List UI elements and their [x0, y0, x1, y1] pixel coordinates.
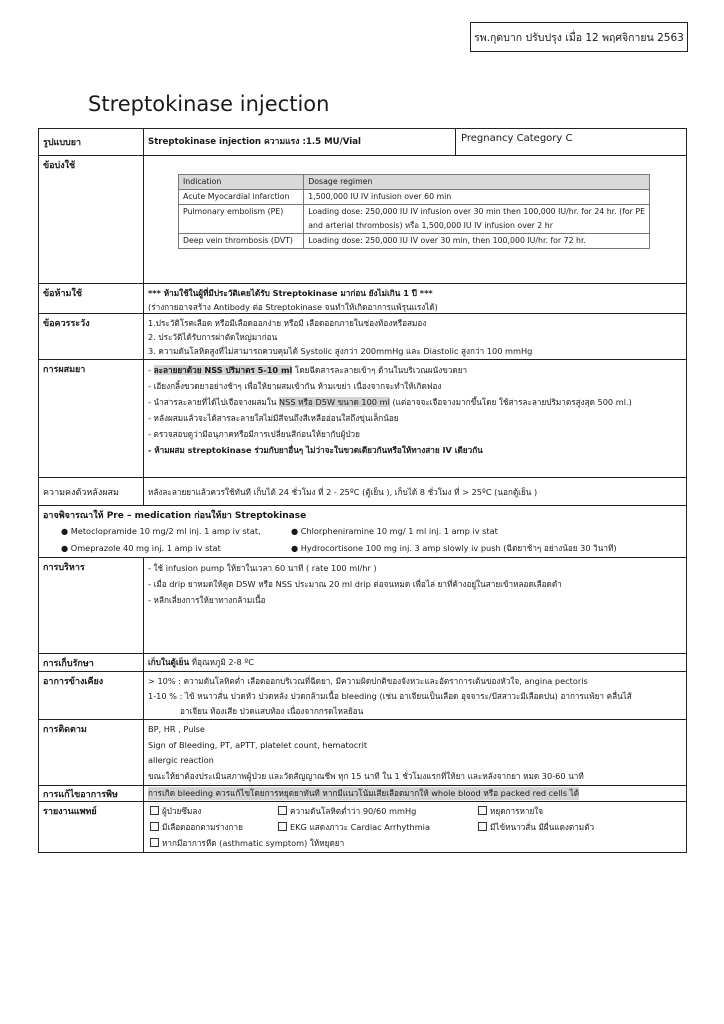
- list-item: ● Chlorpheniramine 10 mg/ 1 ml inj. 1 amp iv stat: [291, 526, 498, 536]
- dosage-header: Dosage regimen: [304, 175, 650, 190]
- row-contraindication: ข้อห้ามใช้ *** ห้ามใช้ในผู้ที่มีประวัติเคยได้รับ Streptokinase มาก่อน ยังไม่เกิน 1 ปี *** (ร่างกายอาจสร้าง Antibody ต่อ Streptokinase จนทำให้เกิดอาการแพ้รุนแรงได้): [39, 283, 686, 313]
- table-row: Deep vein thrombosis (DVT) Loading dose: 250,000 IU IV over 30 min, then 100,000 IU/hr. for 72 hr.: [179, 234, 650, 249]
- stability-value: หลังละลายยาแล้วควรใช้ทันที เก็บได้ 24 ชั่วโมง ที่ 2 - 25ºC (ตู้เย็น ), เก็บได้ 8 ชั่วโมง ที่ > 25ºC (นอกตู้เย็น ): [148, 487, 538, 497]
- checkbox-icon: [278, 806, 287, 815]
- row-dosage-form: [39, 129, 686, 155]
- pregnancy-category: Pregnancy Category C: [461, 133, 573, 144]
- row-premedication: [39, 505, 686, 557]
- row-monitoring: การติดตาม BP, HR , Pulse Sign of Bleeding, PT, aPTT, platelet count, hematocrit allergic reaction ขณะให้ยาต้องประเมินสภาพผู้ป่วย และวัดสัญญาณชีพ ทุก 15 นาที ใน 1 ชั่วโมงแรกที่ให้ยา และหลังจากยา หมด 30-60 นาที: [39, 719, 686, 785]
- precautions-label: ข้อควรระวัง: [43, 319, 90, 329]
- table-row: Acute Myocardial infarction 1,500,000 IU IV infusion over 60 min: [179, 190, 650, 205]
- list-item: ● Hydrocortisone 100 mg inj. 3 amp slowly iv push (ฉีดยาช้าๆ อย่างน้อย 30 วินาที): [291, 543, 617, 553]
- row-mixing: การผสมยา - ละลายยาด้วย NSS ปริมาตร 5-10 ml โดยฉีดสารละลายเข้าๆ ด้านในบริเวณผนังขวดยา - เอียงกลิ้งขวดยาอย่างช้าๆ เพื่อให้ยาผสมเข้ากัน ห้ามเขย่า เนื่องจากจะทำให้เกิดฟอง - นำสารละลายที่ได้ไปเจือจางผสมใน NSS หรือ D5W ขนาด 100 ml (แต่อาจจะเจือจางมากขึ้นโดย ใช้สารละลายปริมาตรสูงสุด 500 ml.) - หลังผสมแล้วจะได้สารละลายใสไม่มีสีจนถึงสีเหลืออ่อนใสถึงขุ่นเล็กน้อย - ตรวจสอบดูว่ามีอนุภาคหรือมีการเปลี่ยนสีก่อนให้ยากับผู้ป่วย - ห้ามผสม streptokinase ร่วมกับยาอื่นๆ ไม่ว่าจะในขวดเดียวกันหรือให้ทางสาย IV เดียวกัน: [39, 359, 686, 477]
- row-side-effects: อาการข้างเคียง > 10% : ความดันโลหิตต่ำ เลือดออกบริเวณที่ฉีดยา, มีความผิดปกติของจังหวะและอัตราการเต้นของหัวใจ, angina pectoris 1-10 % : ไข้ หนาวสั่น ปวดหัว ปวดหลัง ปวดกล้ามเนื้อ bleeding (เช่น อาเจียนเป็นเลือด อุจจาระ/ปัสสาวะมีเลือดปน) อาการแพ้ยา คลื่นไส้ อาเจียน ท้องเสีย ปวดแสบท้อง เนื่องจากกรดไหลย้อน: [39, 671, 686, 719]
- row-stability: [39, 477, 686, 505]
- checkbox-icon: [150, 838, 159, 847]
- stability-label: ความคงตัวหลังผสม: [43, 488, 119, 498]
- administration-label: การบริหาร: [43, 563, 85, 573]
- report-checkbox-item[interactable]: หยุดการหายใจ: [478, 804, 543, 818]
- report-checkbox-item[interactable]: มีไข้หนาวสั่น มีผื่นแดงตามตัว: [478, 820, 594, 834]
- report-checkbox-item[interactable]: มีเลือดออกตามร่างกาย: [150, 820, 243, 834]
- dosage-form-value: Streptokinase injection ความแรง :1.5 MU/Vial: [148, 137, 361, 147]
- monitoring-label: การติดตาม: [43, 725, 87, 735]
- report-checkbox-item[interactable]: หากมีอาการหืด (asthmatic symptom) ให้หยุดยา: [150, 836, 344, 850]
- mixing-label: การผสมยา: [43, 365, 86, 375]
- row-antidote: [39, 785, 686, 801]
- checkbox-icon: [150, 806, 159, 815]
- list-item: ● Omeprazole 40 mg inj. 1 amp iv stat: [61, 543, 221, 553]
- antidote-value: การเกิด bleeding ควรแก้ไขโดยการหยุดยาทันที หากมีแนวโน้มเสียเลือดมากให้ whole blood หรือ packed red cells ได้: [148, 788, 580, 798]
- indication-table: [178, 174, 650, 249]
- contraindication-warning: *** ห้ามใช้ในผู้ที่มีประวัติเคยได้รับ Streptokinase มาก่อน ยังไม่เกิน 1 ปี ***: [148, 288, 433, 298]
- row-administration: การบริหาร - ใช้ infusion pump ให้ยาในเวลา 60 นาที ( rate 100 ml/hr ) - เมื่อ drip ยาหมดให้ดูด D5W หรือ NSS ประมาณ 20 ml drip ต่อจนหมด เพื่อไล่ ยาที่ค้างอยู่ในสายเข้าหลอดเลือดดำ - หลีกเลี่ยงการให้ยาทางกล้ามเนื้อ: [39, 557, 686, 653]
- report-checkbox-item[interactable]: ผู้ป่วยซึมลง: [150, 804, 201, 818]
- checkbox-icon: [150, 822, 159, 831]
- list-item: ● Metoclopramide 10 mg/2 ml inj. 1 amp iv stat,: [61, 526, 261, 536]
- table-row: Pulmonary embolism (PE) Loading dose: 250,000 IU IV infusion over 30 min then 100,000 IU/hr. for 24 hr. (for PE and arterial thrombosis) หรือ 1,500,000 IU IV infusion over 2 hr: [179, 205, 650, 234]
- mixing-reconstitute: ละลายยาด้วย NSS ปริมาตร 5-10 ml: [153, 365, 293, 375]
- row-storage: การเก็บรักษา เก็บในตู้เย็น ที่อุณหภูมิ 2-8 ºC: [39, 653, 686, 671]
- premed-title: อาจพิจารณาให้ Pre – medication ก่อนให้ยา Streptokinase: [43, 511, 307, 521]
- mixing-diluent: NSS หรือ D5W ขนาด 100 ml: [279, 397, 390, 407]
- report-label: รายงานแพทย์: [43, 807, 97, 817]
- checkbox-icon: [478, 806, 487, 815]
- drug-info-table: [38, 128, 687, 853]
- indication-header: Indication: [179, 175, 304, 190]
- report-checkbox-item[interactable]: ความดันโลหิตต่ำว่า 90/60 mmHg: [278, 804, 416, 818]
- hospital-update-note: รพ.กุดบาก ปรับปรุง เมื่อ 12 พฤศจิกายน 2563: [470, 22, 688, 52]
- storage-label: การเก็บรักษา: [43, 659, 94, 669]
- checkbox-icon: [478, 822, 487, 831]
- antidote-label: การแก้ไขอาการพิษ: [43, 790, 118, 800]
- row-precautions: ข้อควรระวัง 1.ประวัติโรคเลือด หรือมีเลือดออกง่าย หรือมี เลือดออกภายในช่องท้องหรือสมอง 2. ประวัติได้รับการผ่าตัดใหญ่มาก่อน 3. ความดันโลหิตสูงที่ไม่สามารถควบคุมได้ Systolic สูงกว่า 200mmHg และ Diastolic สูงกว่า 100 mmHg: [39, 313, 686, 359]
- report-checkbox-item[interactable]: EKG แสดงภาวะ Cardiac Arrhythmia: [278, 820, 430, 834]
- indications-label: ข้อบ่งใช้: [43, 161, 76, 171]
- row-report-physician: [39, 801, 686, 853]
- dosage-form-label: รูปแบบยา: [43, 138, 82, 148]
- side-effects-label: อาการข้างเคียง: [43, 677, 104, 687]
- checkbox-icon: [278, 822, 287, 831]
- page-title: Streptokinase injection: [88, 92, 330, 116]
- contraindication-label: ข้อห้ามใช้: [43, 289, 82, 299]
- mixing-warning: - ห้ามผสม streptokinase ร่วมกับยาอื่นๆ ไม่ว่าจะในขวดเดียวกันหรือให้ทางสาย IV เดียวกัน: [148, 445, 483, 455]
- storage-value: เก็บในตู้เย็น: [148, 657, 190, 667]
